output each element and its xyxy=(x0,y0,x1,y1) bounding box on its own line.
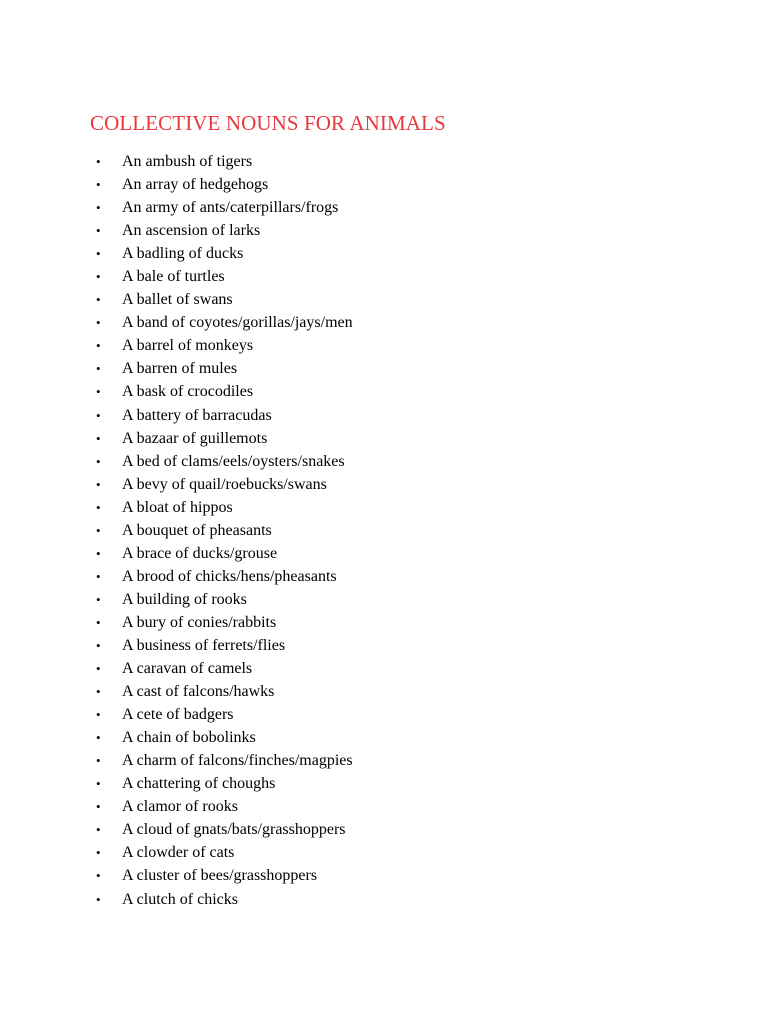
bullet-icon: • xyxy=(96,361,101,377)
bullet-icon: • xyxy=(96,292,101,308)
list-item-text: A caravan of camels xyxy=(122,660,253,678)
list-item-text: A clutch of chicks xyxy=(122,890,238,908)
list-item-text: A bask of crocodiles xyxy=(122,383,254,401)
list-item-text: An ascension of larks xyxy=(122,222,261,240)
bullet-icon: • xyxy=(96,591,101,607)
bullet-icon: • xyxy=(96,661,101,677)
bullet-icon: • xyxy=(96,614,101,630)
document-title: COLLECTIVE NOUNS FOR ANIMALS xyxy=(90,111,446,135)
bullet-icon: • xyxy=(96,891,101,907)
bullet-icon: • xyxy=(96,246,101,262)
bullet-icon: • xyxy=(96,776,101,792)
bullet-icon: • xyxy=(96,384,101,400)
list-item-text: An army of ants/caterpillars/frogs xyxy=(122,199,339,217)
bullet-icon: • xyxy=(96,315,101,331)
bullet-icon: • xyxy=(96,200,101,216)
list-item-text: An ambush of tigers xyxy=(122,153,253,170)
list-item-text: A barren of mules xyxy=(122,360,238,378)
list-item-text: A brace of ducks/grouse xyxy=(122,544,278,562)
list-item-text: A chattering of choughs xyxy=(122,775,276,793)
list-item-text: A cloud of gnats/bats/grasshoppers xyxy=(122,821,346,839)
list-item-text: A clowder of cats xyxy=(122,844,235,862)
list-item-text: A bed of clams/eels/oysters/snakes xyxy=(122,452,345,470)
list-item-text: An array of hedgehogs xyxy=(122,176,269,194)
list-item-text: A cete of badgers xyxy=(122,706,234,724)
list-item-text: A band of coyotes/gorillas/jays/men xyxy=(122,314,353,332)
list-item-text: A barrel of monkeys xyxy=(122,337,254,355)
bullet-icon: • xyxy=(96,730,101,746)
bullet-icon: • xyxy=(96,430,101,446)
list-item-text: A cluster of bees/grasshoppers xyxy=(122,867,318,885)
list-item-text: A chain of bobolinks xyxy=(122,729,256,747)
bullet-icon: • xyxy=(96,499,101,515)
bullet-icon: • xyxy=(96,476,101,492)
bullet-icon: • xyxy=(96,637,101,653)
bullet-icon: • xyxy=(96,545,101,561)
list-item-text: A bury of conies/rabbits xyxy=(122,613,277,631)
list-item-text: A bouquet of pheasants xyxy=(122,521,272,539)
bullet-icon: • xyxy=(96,154,101,169)
list-item-text: A clamor of rooks xyxy=(122,798,238,816)
bullet-icon: • xyxy=(96,453,101,469)
list-item-text: A bloat of hippos xyxy=(122,498,233,516)
bullet-icon: • xyxy=(96,753,101,769)
bullet-icon: • xyxy=(96,684,101,700)
list-item-text: A business of ferrets/flies xyxy=(122,636,286,654)
list-item-text: A ballet of swans xyxy=(122,291,233,309)
bullet-icon: • xyxy=(96,522,101,538)
list-item-text: A bazaar of guillemots xyxy=(122,429,268,447)
list-item-text: A building of rooks xyxy=(122,590,247,608)
bullet-icon: • xyxy=(96,338,101,354)
bullet-icon: • xyxy=(96,407,101,423)
list-item-text: A battery of barracudas xyxy=(122,406,272,424)
list-item-text: A bale of turtles xyxy=(122,268,225,286)
bullet-icon: • xyxy=(96,707,101,723)
bullet-icon: • xyxy=(96,822,101,838)
bullet-icon: • xyxy=(96,269,101,285)
bullet-icon: • xyxy=(96,223,101,239)
bullet-icon: • xyxy=(96,177,101,193)
bullet-icon: • xyxy=(96,799,101,815)
list-item-text: A bevy of quail/roebucks/swans xyxy=(122,475,327,493)
list-item-text: A badling of ducks xyxy=(122,245,244,263)
bullet-icon: • xyxy=(96,868,101,884)
list-item-text: A cast of falcons/hawks xyxy=(122,683,275,701)
list-item-text: A brood of chicks/hens/pheasants xyxy=(122,567,337,585)
bullet-icon: • xyxy=(96,845,101,861)
list-item-text: A charm of falcons/finches/magpies xyxy=(122,752,353,770)
bullet-icon: • xyxy=(96,568,101,584)
